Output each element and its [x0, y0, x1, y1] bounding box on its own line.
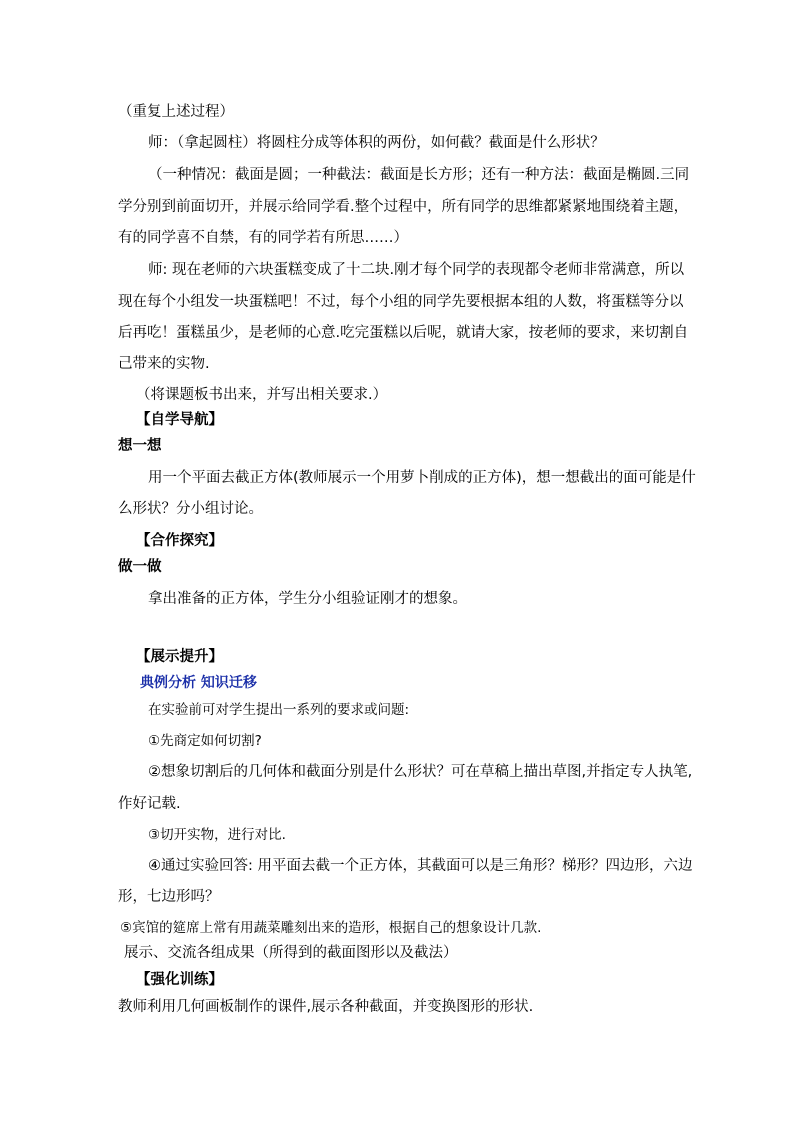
section-heading-self-study: 【自学导航】	[136, 412, 223, 428]
section-heading-cooperate: 【合作探究】	[136, 533, 223, 549]
text-line-training: 教师利用几何画板制作的课件,展示各种截面，并变换图形的形状.	[118, 999, 534, 1015]
text-line-step-3: ③切开实物，进行对比.	[148, 827, 286, 843]
text-line-teacher-cylinder: 师：（拿起圆柱）将圆柱分成等体积的两份，如何截？截面是什么形状？	[148, 135, 605, 151]
text-line-experiment-intro: 在实验前可对学生提出一系列的要求或问题:	[148, 702, 410, 718]
subheading-case-analysis: 典例分析 知识迁移	[140, 675, 257, 691]
text-line-think-2: 么形状？分小组讨论。	[118, 501, 263, 517]
section-heading-show: 【展示提升】	[136, 649, 223, 665]
text-line-step-4: ④通过实验回答: 用平面去截一个正方体，其截面可以是三角形？梯形？四边形，六边	[148, 858, 693, 874]
text-line-do: 拿出准备的正方体，学生分小组验证刚才的想象。	[148, 591, 467, 607]
text-line-repeat: （重复上述过程）	[118, 104, 234, 120]
subheading-do: 做一做	[118, 559, 162, 575]
text-line-board: （将课题板书出来，并写出相关要求.）	[136, 387, 388, 403]
text-line-cake-4: 己带来的实物.	[118, 356, 210, 372]
subheading-think: 想一想	[118, 438, 162, 454]
text-line-step-4-cont: 形，七边形吗？	[118, 889, 220, 905]
text-line-step-5: ⑤宾馆的筵席上常有用蔬菜雕刻出来的造形，根据自己的想象设计几款.	[120, 920, 542, 936]
text-line-cake-1: 师: 现在老师的六块蛋糕变成了十二块.刚才每个同学的表现都令老师非常满意，所以	[148, 262, 685, 278]
text-line-cake-2: 现在每个小组发一块蛋糕吧！不过，每个小组的同学先要根据本组的人数，将蛋糕等分以	[118, 294, 684, 310]
text-line-situation-1: （一种情况：截面是圆；一种截法：截面是长方形；还有一种方法：截面是椭圆.三同	[148, 167, 690, 183]
text-line-situation-3: 有的同学喜不自禁，有的同学若有所思……）	[118, 230, 408, 246]
text-line-think-1: 用一个平面去截正方体(教师展示一个用萝卜削成的正方体)，想一想截出的面可能是什	[148, 470, 696, 486]
text-line-step-2-cont: 作好记载.	[118, 796, 181, 812]
section-heading-training: 【强化训练】	[136, 972, 223, 988]
text-line-show-results: 展示、交流各组成果（所得到的截面图形以及截法）	[124, 945, 458, 961]
text-line-situation-2: 学分别到前面切开，并展示给同学看.整个过程中，所有同学的思维都紧紧地围绕着主题，	[118, 199, 689, 215]
text-line-cake-3: 后再吃！蛋糕虽少，是老师的心意.吃完蛋糕以后呢，就请大家，按老师的要求，来切割自	[118, 325, 689, 341]
text-line-step-2: ②想象切割后的几何体和截面分别是什么形状？可在草稿上描出草图,并指定专人执笔,	[148, 764, 693, 780]
text-line-step-1: ①先商定如何切割?	[148, 733, 262, 749]
